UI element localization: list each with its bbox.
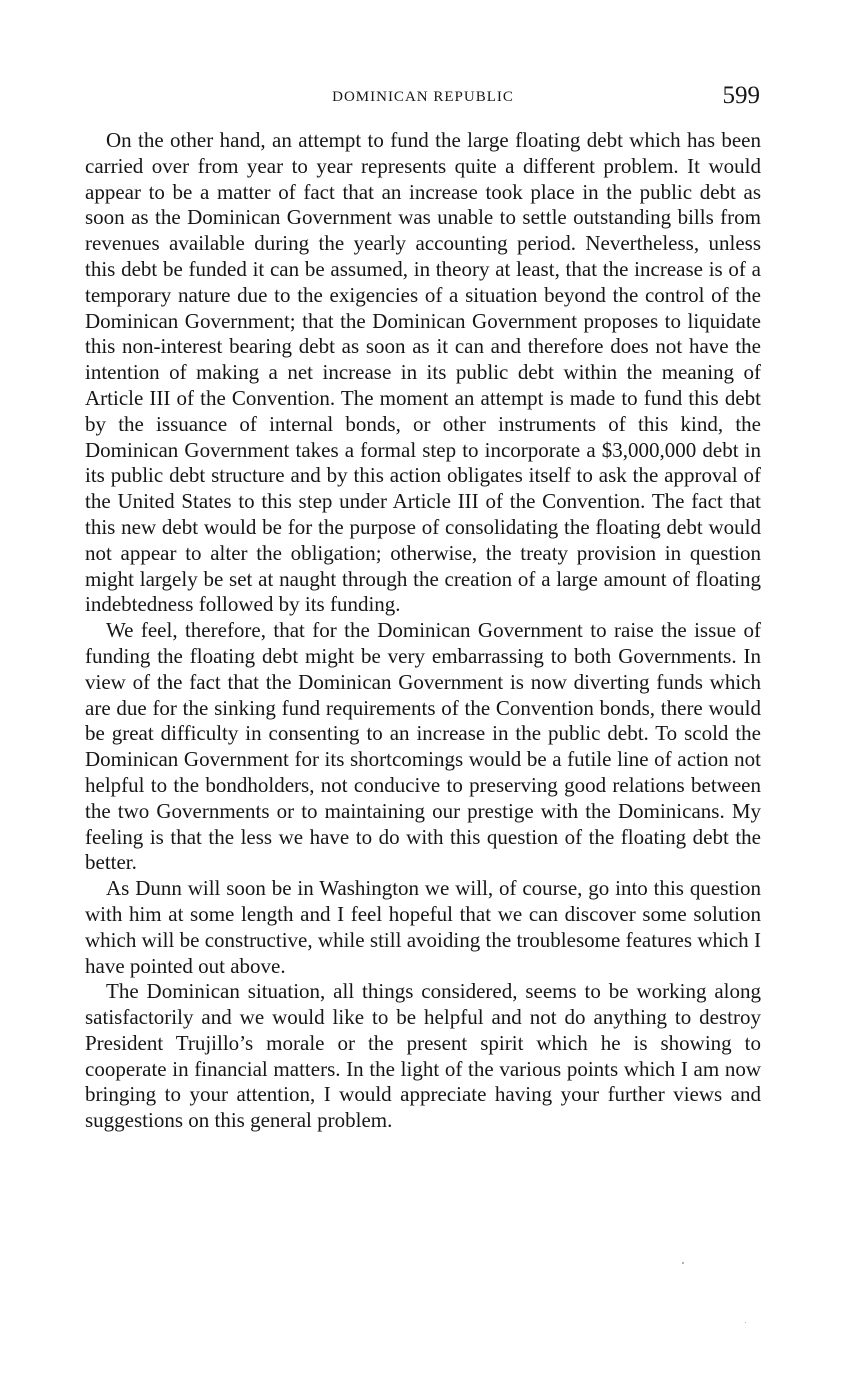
paragraph-embarrassing-issue: We feel, therefore, that for the Dominican Government to raise the issue of funding the floating debt might be very embarrassing to both Governments. In view of the fact that the Dominican Government is now diverting funds which are due for the sinking fund requirements of the Convention bonds, there would be great difficulty in consenting to an increase in the public debt. To scold the Dominican Government for its shortcomings would be a futile line of action not helpful to the bondholders, not conducive to preserving good relations between the two Governments or to maintaining our prestige with the Dominicans. My feeling is that the less we have to do with this question of the floating debt the better. [85,618,761,875]
page-number: 599 [722,82,760,109]
running-header [85,80,761,116]
paragraph-dominican-situation: The Dominican situation, all things considered, seems to be working along satisfactorily and we would like to be helpful and not do anything to destroy President Trujillo’s morale or the present spirit which he is showing to cooperate in financial matters. In the light of the various points which I am now bringing to your attention, I would appreciate having your further views and suggestions on this general problem. [85,979,761,1133]
print-speck [682,1262,684,1264]
print-speck [745,1322,746,1323]
paragraph-floating-debt: On the other hand, an attempt to fund the large floating debt which has been carried over from year to year represents quite a different problem. It would appear to be a matter of fact that an increase took place in the public debt as soon as the Dominican Government was unable to settle outstanding bills from revenues available during the yearly accounting period. Nevertheless, unless this debt be funded it can be assumed, in theory at least, that the increase is of a temporary nature due to the exigencies of a situation beyond the control of the Dominican Government; that the Dominican Government proposes to liquidate this non-interest bearing debt as soon as it can and therefore does not have the intention of making a net increase in its public debt within the meaning of Article III of the Convention. The moment an attempt is made to fund this debt by the issuance of internal bonds, or other instruments of this kind, the Dominican Government takes a formal step to incorporate a $3,000,000 debt in its public debt structure and by this action obligates itself to ask the approval of the United States to this step under Article III of the Convention. The fact that this new debt would be for the purpose of consolidating the floating debt would not appear to alter the obligation; otherwise, the treaty provision in question might largely be set at naught through the creation of a large amount of floating indebtedness followed by its funding. [85,128,761,617]
running-title: DOMINICAN REPUBLIC [332,89,514,105]
paragraph-dunn-washington: As Dunn will soon be in Washington we will, of course, go into this question with him at some length and I feel hopeful that we can discover some solution which will be constructive, while still avoiding the troublesome features which I have pointed out above. [85,876,761,978]
body-text [85,128,761,1134]
